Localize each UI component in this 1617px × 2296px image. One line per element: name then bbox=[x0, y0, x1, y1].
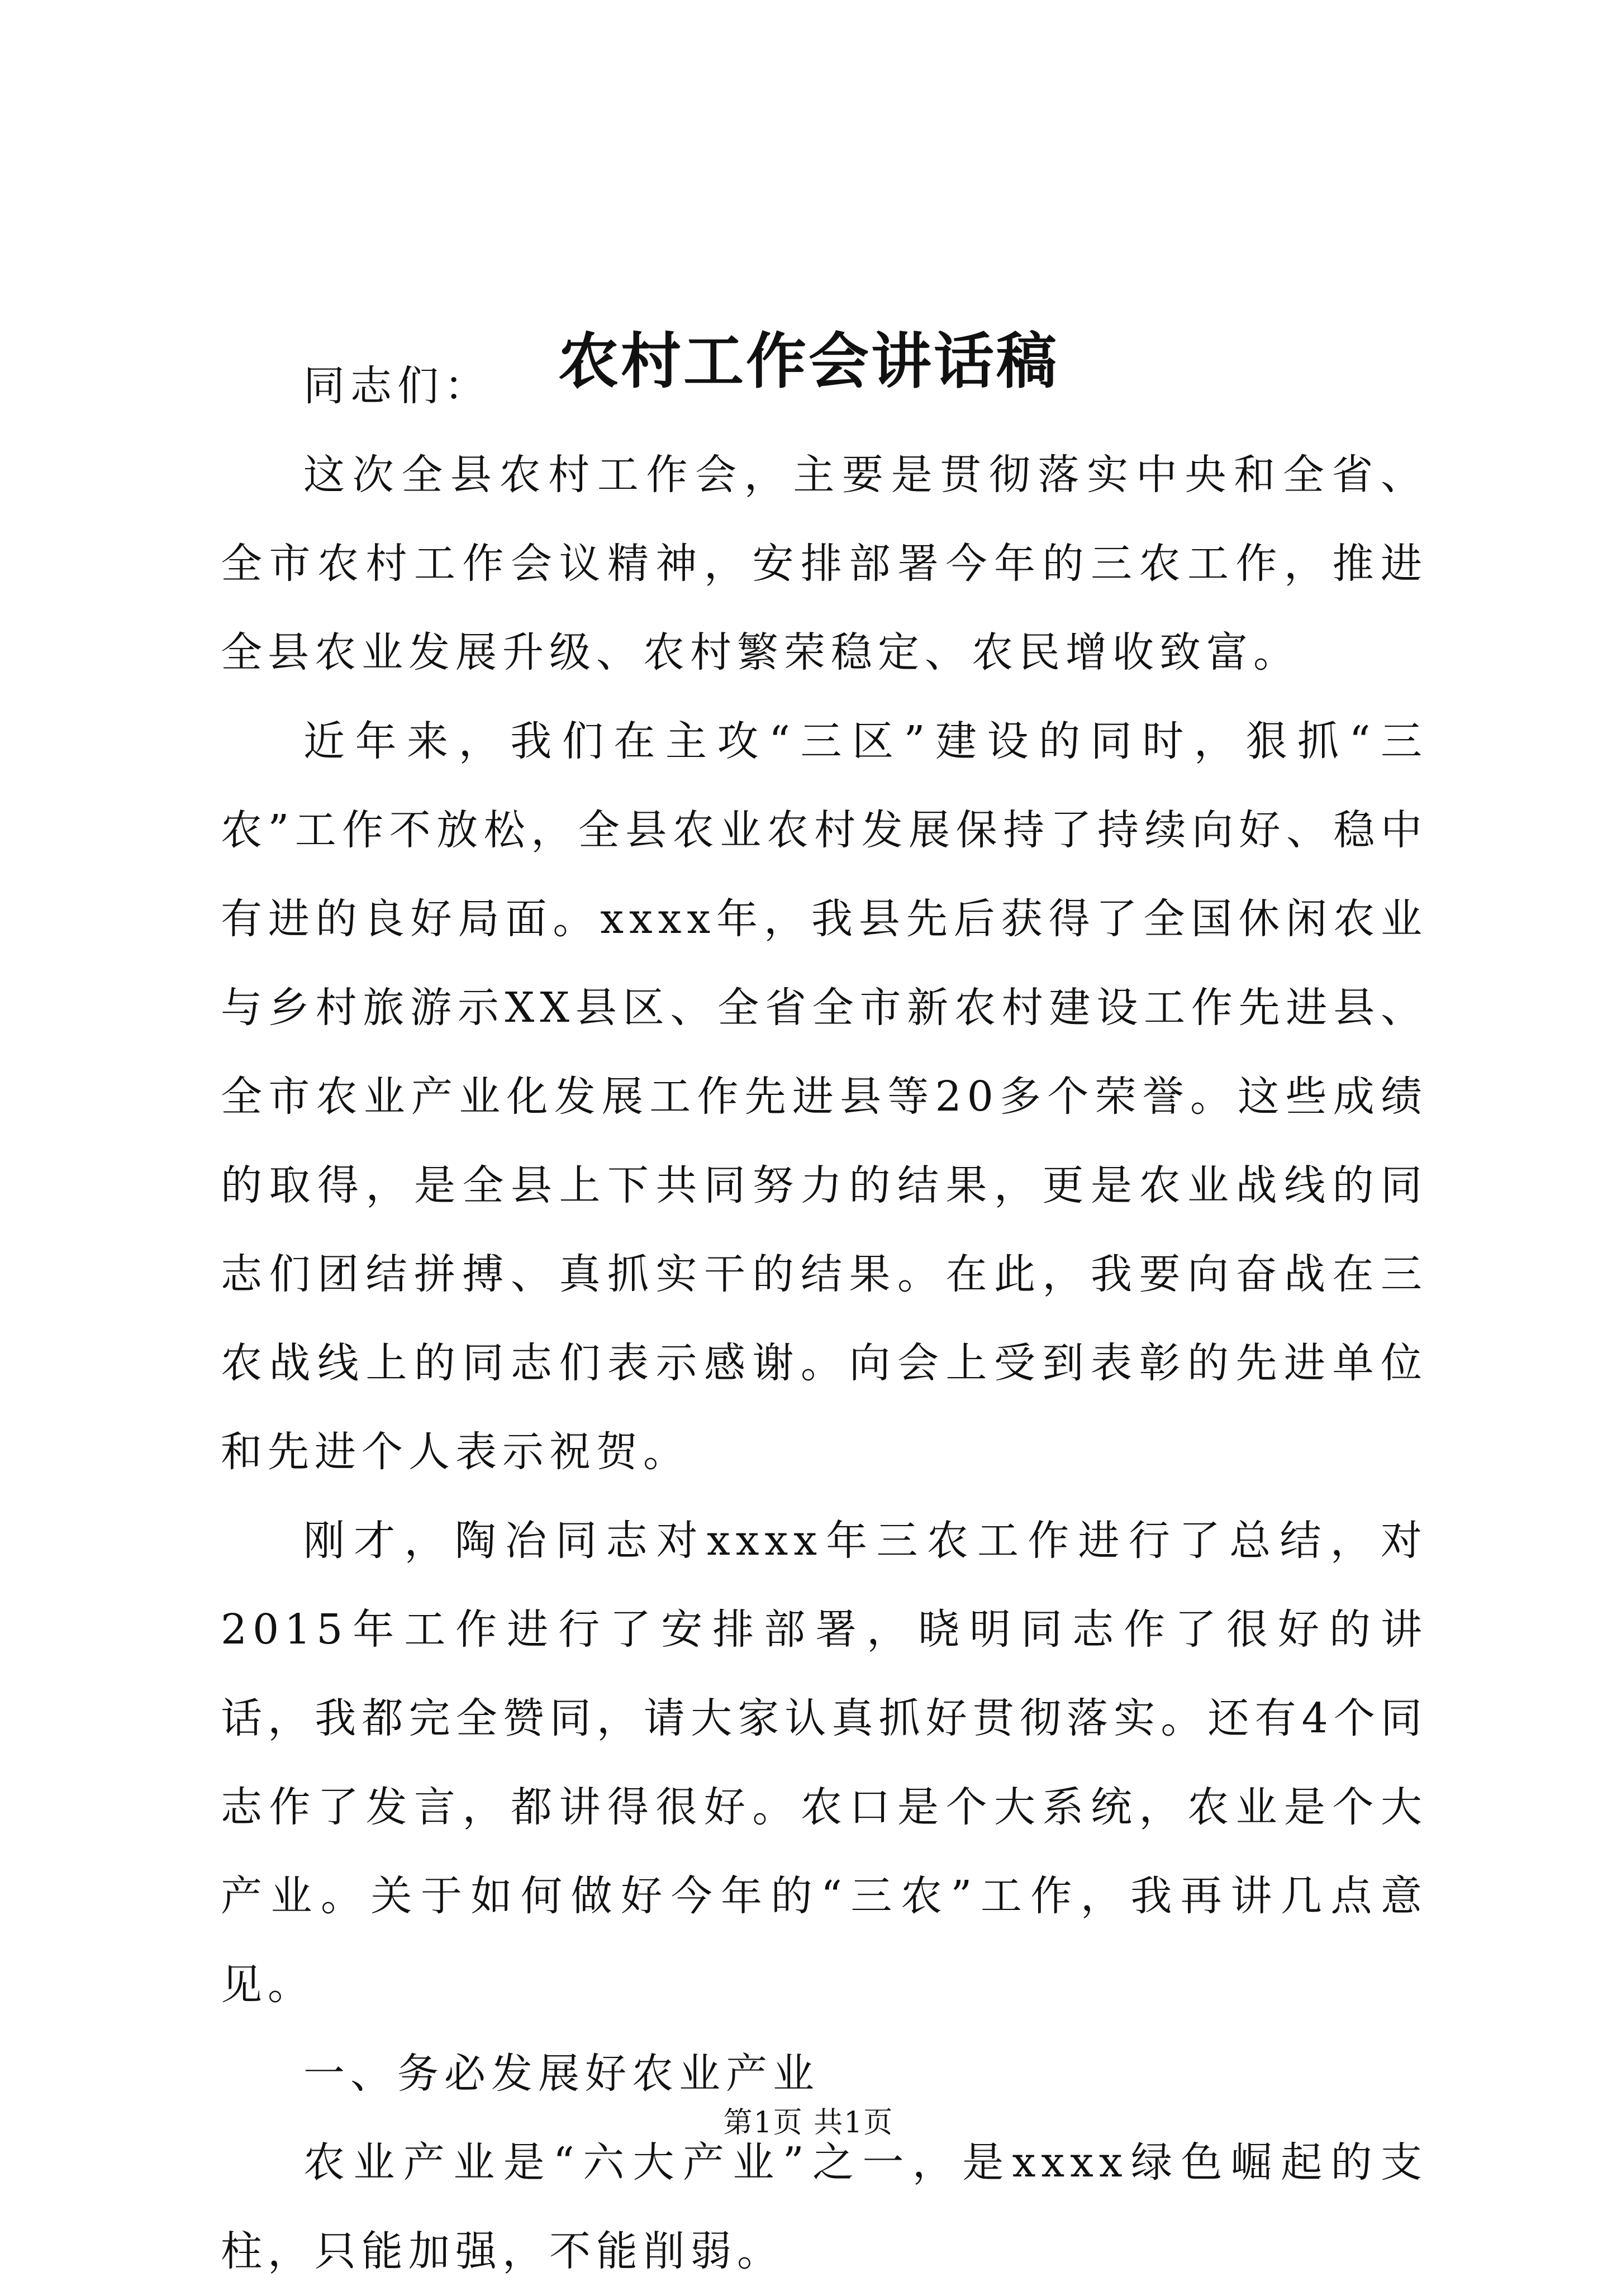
body-paragraph: 农业产业是“六大产业”之一，是xxxx绿色崛起的支柱，只能加强，不能削弱。 bbox=[221, 2138, 1428, 2275]
document-body bbox=[221, 342, 1428, 2296]
salutation-paragraph: 同志们： bbox=[303, 362, 491, 410]
document-title: 农村工作会讲话稿 bbox=[558, 326, 1059, 397]
body-paragraph: 这次全县农村工作会，主要是贯彻落实中央和全省、全市农村工作会议精神，安排部署今年的三农工作，推进全县农业发展升级、农村繁荣稳定、农民增收致富。 bbox=[221, 451, 1428, 677]
body-paragraph: 刚才，陶冶同志对xxxx年三农工作进行了总结，对2015年工作进行了安排部署，晓明同志作了很好的讲话，我都完全赞同，请大家认真抓好贯彻落实。还有4个同志作了发言，都讲得很好。农口是个大系统，农业是个大产业。关于如何做好今年的“三农”工作，我再讲几点意见。 bbox=[221, 1517, 1428, 2009]
page-footer: 第1页 共1页 bbox=[723, 2106, 894, 2140]
body-paragraph: 近年来，我们在主攻“三区”建设的同时，狠抓“三农”工作不放松，全县农业农村发展保持了持续向好、稳中有进的良好局面。xxxx年，我县先后获得了全国休闲农业与乡村旅游示XX县区、全省全市新农村建设工作先进县、全市农业产业化发展工作先进县等20多个荣誉。这些成绩的取得，是全县上下共同努力的结果，更是农业战线的同志们团结拼搏、真抓实干的结果。在此，我要向奋战在三农战线上的同志们表示感谢。向会上受到表彰的先进单位和先进个人表示祝贺。 bbox=[221, 717, 1428, 1476]
section-heading: 一、务必发展好农业产业 bbox=[303, 2050, 820, 2098]
